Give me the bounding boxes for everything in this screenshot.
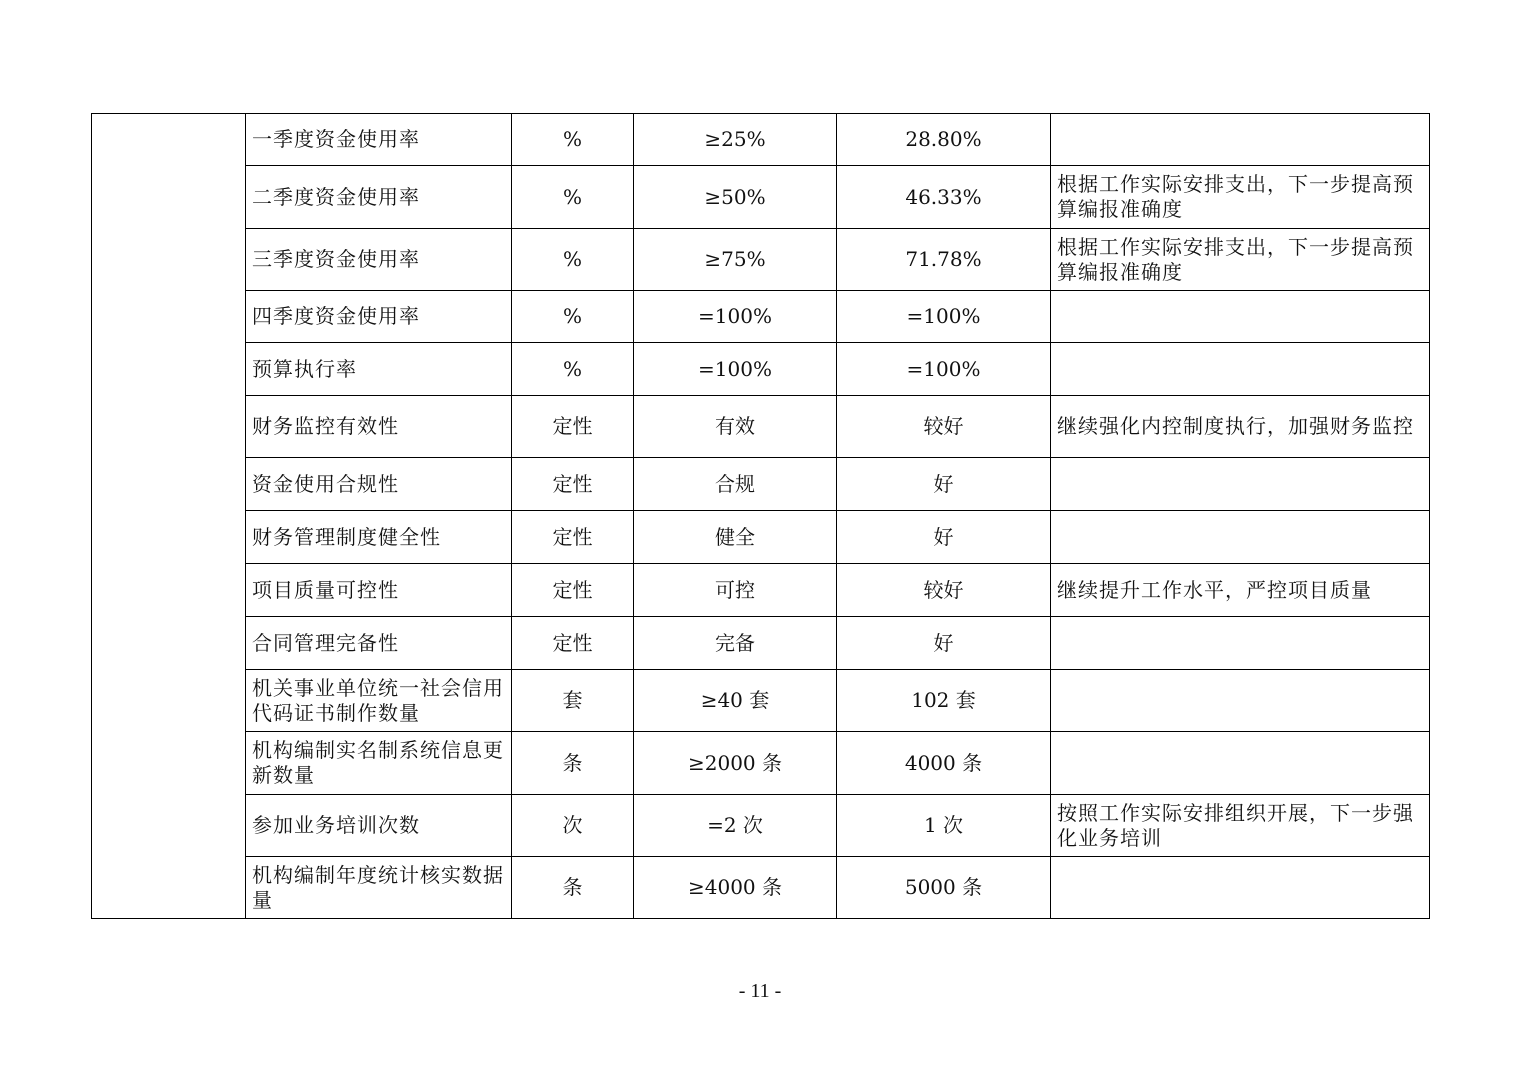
table-row xyxy=(92,396,1430,458)
table-row xyxy=(92,166,1430,229)
table-row xyxy=(92,617,1430,670)
indicator-cell: 合同管理完备性 xyxy=(246,617,512,670)
actual-value-cell: 1 次 xyxy=(837,795,1051,857)
remark-cell xyxy=(1051,732,1430,795)
target-value-cell: ≥25% xyxy=(634,114,837,166)
unit-cell: 条 xyxy=(512,857,634,919)
table-row xyxy=(92,795,1430,857)
unit-cell: 次 xyxy=(512,795,634,857)
indicator-cell: 机关事业单位统一社会信用代码证书制作数量 xyxy=(246,670,512,732)
table-row xyxy=(92,511,1430,564)
indicator-cell: 一季度资金使用率 xyxy=(246,114,512,166)
indicator-cell: 资金使用合规性 xyxy=(246,458,512,511)
table-row xyxy=(92,564,1430,617)
unit-cell: % xyxy=(512,166,634,229)
unit-cell: % xyxy=(512,291,634,343)
indicator-cell: 机构编制实名制系统信息更新数量 xyxy=(246,732,512,795)
actual-value-cell: 46.33% xyxy=(837,166,1051,229)
remark-cell xyxy=(1051,670,1430,732)
table-row xyxy=(92,114,1430,166)
actual-value-cell: 102 套 xyxy=(837,670,1051,732)
actual-value-cell: 较好 xyxy=(837,396,1051,458)
performance-indicator-table xyxy=(91,113,1430,919)
table-row xyxy=(92,343,1430,396)
category-cell-empty xyxy=(92,114,246,919)
target-value-cell: 健全 xyxy=(634,511,837,564)
target-value-cell: 可控 xyxy=(634,564,837,617)
indicator-cell: 四季度资金使用率 xyxy=(246,291,512,343)
indicator-cell: 三季度资金使用率 xyxy=(246,229,512,291)
unit-cell: 定性 xyxy=(512,617,634,670)
remark-cell xyxy=(1051,114,1430,166)
target-value-cell: =2 次 xyxy=(634,795,837,857)
indicator-cell: 财务管理制度健全性 xyxy=(246,511,512,564)
unit-cell: 套 xyxy=(512,670,634,732)
indicator-cell: 机构编制年度统计核实数据量 xyxy=(246,857,512,919)
indicator-cell: 二季度资金使用率 xyxy=(246,166,512,229)
unit-cell: 定性 xyxy=(512,396,634,458)
unit-cell: 定性 xyxy=(512,564,634,617)
remark-cell: 继续强化内控制度执行，加强财务监控 xyxy=(1051,396,1430,458)
actual-value-cell: 好 xyxy=(837,458,1051,511)
remark-cell: 按照工作实际安排组织开展，下一步强化业务培训 xyxy=(1051,795,1430,857)
remark-cell: 继续提升工作水平，严控项目质量 xyxy=(1051,564,1430,617)
table-row xyxy=(92,458,1430,511)
table-row xyxy=(92,857,1430,919)
actual-value-cell: 5000 条 xyxy=(837,857,1051,919)
indicator-cell: 参加业务培训次数 xyxy=(246,795,512,857)
remark-cell xyxy=(1051,511,1430,564)
target-value-cell: =100% xyxy=(634,343,837,396)
remark-cell: 根据工作实际安排支出，下一步提高预算编报准确度 xyxy=(1051,166,1430,229)
indicator-cell: 财务监控有效性 xyxy=(246,396,512,458)
remark-cell: 根据工作实际安排支出，下一步提高预算编报准确度 xyxy=(1051,229,1430,291)
actual-value-cell: 好 xyxy=(837,511,1051,564)
target-value-cell: =100% xyxy=(634,291,837,343)
indicator-cell: 项目质量可控性 xyxy=(246,564,512,617)
unit-cell: 定性 xyxy=(512,458,634,511)
table-body xyxy=(92,114,1430,919)
actual-value-cell: 较好 xyxy=(837,564,1051,617)
unit-cell: 条 xyxy=(512,732,634,795)
remark-cell xyxy=(1051,458,1430,511)
target-value-cell: ≥2000 条 xyxy=(634,732,837,795)
actual-value-cell: =100% xyxy=(837,291,1051,343)
target-value-cell: 有效 xyxy=(634,396,837,458)
actual-value-cell: 4000 条 xyxy=(837,732,1051,795)
indicator-cell: 预算执行率 xyxy=(246,343,512,396)
actual-value-cell: =100% xyxy=(837,343,1051,396)
remark-cell xyxy=(1051,617,1430,670)
unit-cell: % xyxy=(512,343,634,396)
target-value-cell: ≥4000 条 xyxy=(634,857,837,919)
target-value-cell: ≥50% xyxy=(634,166,837,229)
unit-cell: % xyxy=(512,229,634,291)
remark-cell xyxy=(1051,857,1430,919)
target-value-cell: ≥40 套 xyxy=(634,670,837,732)
target-value-cell: 合规 xyxy=(634,458,837,511)
table-row xyxy=(92,732,1430,795)
actual-value-cell: 71.78% xyxy=(837,229,1051,291)
target-value-cell: ≥75% xyxy=(634,229,837,291)
unit-cell: % xyxy=(512,114,634,166)
actual-value-cell: 好 xyxy=(837,617,1051,670)
table-row xyxy=(92,229,1430,291)
actual-value-cell: 28.80% xyxy=(837,114,1051,166)
table-row xyxy=(92,291,1430,343)
remark-cell xyxy=(1051,291,1430,343)
remark-cell xyxy=(1051,343,1430,396)
unit-cell: 定性 xyxy=(512,511,634,564)
target-value-cell: 完备 xyxy=(634,617,837,670)
table-row xyxy=(92,670,1430,732)
page-number: - 11 - xyxy=(738,980,782,1002)
